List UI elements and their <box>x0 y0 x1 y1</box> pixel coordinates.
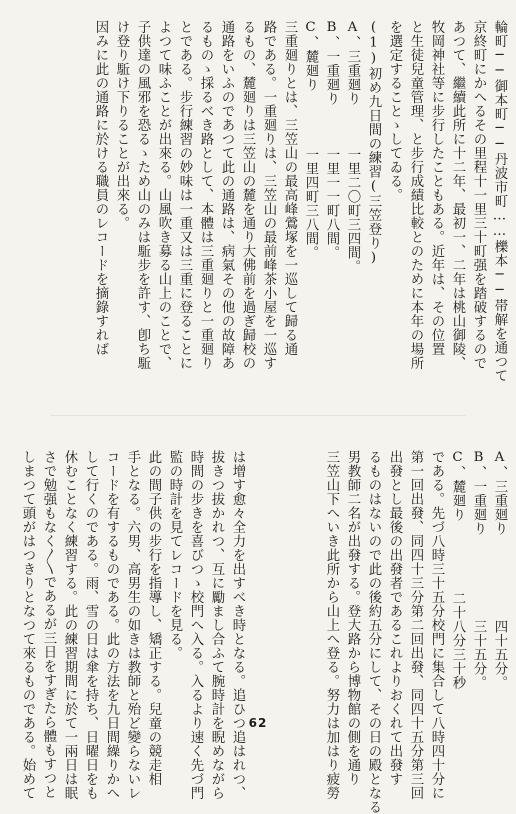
text-line: A、三重廻り 一里二〇町三四間。 <box>345 20 360 274</box>
text-line: 出發とし最後の出發者であるこれよりおくれて出發す <box>387 450 402 786</box>
text-line: け登り駈け下りることが出來る。 <box>114 20 129 230</box>
text-line: は增す愈々全力を出すべき時となる。追ひつ追はれつ、 <box>230 450 245 800</box>
bottom-right-text-block <box>321 450 510 814</box>
text-line: である。先づ八時三十五分校門に集合して八時四十分に <box>429 450 444 800</box>
text-line: (1)初め九日間の練習(三笠登り) <box>366 20 381 266</box>
text-line: B、一重廻り 一里一一町八間。 <box>324 20 339 260</box>
text-line: 拔きつ拔かれつ、互に勵まし合ふて腕時計を睨めながら <box>209 450 224 800</box>
text-line: 因みに此の通路に於ける職員のレコードを摘錄すれば <box>93 20 108 356</box>
text-line: コードを有するものである。此の方法を九日間繰りかへ <box>104 450 119 800</box>
text-line: C、麓廻り 一里四町三八間。 <box>303 20 318 260</box>
text-line: 時間の步きを喜びつゝ校門へ入る。入るより速く先づ門 <box>188 450 203 800</box>
text-line: して行くのである。雨、雪の日は傘を持ち、日曜日をも <box>83 450 98 800</box>
text-line: 手となる。六男、高男生の如きは教師と殆ど變らないレ <box>125 450 140 800</box>
text-line: 牧岡神社等に步行したこともある。近年は、その位置 <box>429 20 444 356</box>
bottom-left-text-block <box>17 450 248 800</box>
text-line: 子供達の風邪を恐るゝため山のみは駈步を許す、卽ち駈 <box>135 20 150 370</box>
text-line: 三重廻りとは、三笠山の最高峰鶯塚を一巡して歸る通 <box>282 20 297 356</box>
text-line: るものはないので此の後約五分にして、その日の殿となる <box>366 450 381 814</box>
text-line: とである。步行練習の妙味は一重又は三重に登ることに <box>177 20 192 370</box>
text-line: 路である。一重廻りは、三笠山の最前峰茶小屋を一巡す <box>261 20 276 370</box>
text-line: 輪町──御本町──丹波市町……櫟本──帯解を通つて <box>492 20 507 383</box>
text-line: しまつて頭がはつきりとなつて來るものである。始めて <box>20 450 35 800</box>
text-line: 此の間子供の步行を指導し、矯正する。兒童の競走相 <box>146 450 161 786</box>
text-line: 第一回出發、同四十三分第二回出發、同四十五分第三回 <box>408 450 423 800</box>
text-line: A、三重廻り 四十五分。 <box>492 450 507 690</box>
text-line: 監の時計を見てレコードを見る。 <box>167 450 182 660</box>
page-number: 62 <box>248 716 268 730</box>
text-line: B、一重廻り 三十五分。 <box>471 450 486 690</box>
text-line: 京終町にかへるその里程十一里三十町强を踏破するので <box>471 20 486 370</box>
text-line: 三笠山下へいき此所から山上へ登る。努力は加はり疲勞 <box>324 450 339 800</box>
text-line: あつて、繼續此所に十二年、最初一、二年は桃山御陵、 <box>450 20 465 370</box>
section-divider <box>50 415 466 416</box>
text-line: よつて味ふことが出來る。山風吹き募る山上のことで、 <box>156 20 171 370</box>
text-line: C、麓廻り 二十八分三十秒 <box>450 450 465 690</box>
text-line: を選定することゝしてゐる。 <box>387 20 402 202</box>
text-line: 通路をいふのであつて此の通路は、病氣その他の故障あ <box>219 20 234 370</box>
text-line: 休むことなく練習する。此の練習期間に於て一兩日は眠 <box>62 450 77 800</box>
text-line: さで勉强もなく〳〵であるが三日をすぎたら體もすつと <box>41 450 56 800</box>
text-line: 男教師二名が出發する。登大路から博物館の側を通り <box>345 450 360 786</box>
text-line: るもの、麓廻りは三笠山の麓を通り大佛前を過ぎ歸校の <box>240 20 255 370</box>
text-line: と生徒兒童管理、と步行成績比較とのために本年の場所 <box>408 20 423 370</box>
text-line: るものゝ採るべき路として、本體は三重廻りと一重廻り <box>198 20 213 370</box>
top-text-block <box>90 20 510 398</box>
